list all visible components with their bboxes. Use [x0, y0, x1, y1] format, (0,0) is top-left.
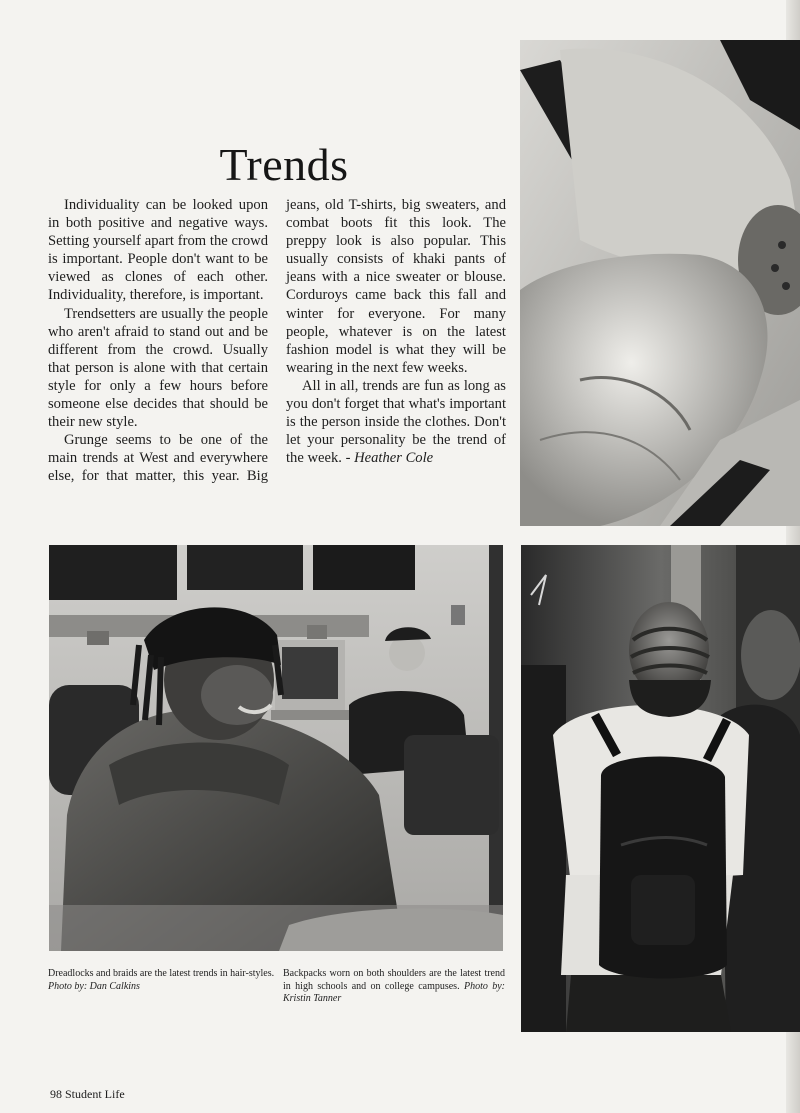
- article-body: [48, 196, 506, 526]
- boots-photo: [520, 40, 800, 526]
- article-paragraph-2: Trendsetters are usually the people who aren't afraid to stand out and be different from the crowd. Usually that person is alone with that certain style for only a few hours before someone else decides that should be their new style.: [48, 305, 268, 431]
- article-paragraph-4: [286, 377, 506, 467]
- backpack-student-photo: [521, 545, 800, 1032]
- photo-caption-dreadlocks: [48, 968, 280, 993]
- photo-credit: Photo by: Dan Calkins: [48, 980, 140, 992]
- article-paragraph-3: Grunge seems to be one of the main trends at West and everywhere else, for that matter, this year. Big jeans, old T-shirts, big sweaters, and combat boots fit this look. The preppy look is also popular. This usually consists of khaki pants of jeans with a nice sweater or blouse. Corduroys came back this fall and winter for everyone. For many people, whatever is on the latest fashion model is what they will be wearing in the next few weeks.: [48, 197, 506, 485]
- article-paragraph-4-text: All in all, trends are fun as long as you don't forget that what's important is the person inside the clothes. Don't let your personality be the trend of the week. -: [286, 377, 506, 467]
- author-byline: Heather Cole: [354, 450, 434, 467]
- page-title: Trends: [219, 139, 349, 190]
- article-paragraph-1: Individuality can be looked upon in both positive and negative ways. Setting yourself apart from the crowd is important. People don't want to be viewed as clones of each other. Individuality, therefore, is important.: [48, 197, 268, 304]
- photo-credit: Photo by: Kristin Tanner: [283, 980, 506, 1004]
- photo-caption-backpacks: [283, 968, 505, 1006]
- dreadlocks-student-photo: [49, 545, 503, 951]
- caption-text: Backpacks worn on both shoulders are the latest trend in high schools and on college campuses.: [283, 968, 505, 992]
- page-footer-folio: 98 Student Life: [50, 1087, 125, 1101]
- caption-text: Dreadlocks and braids are the latest trends in hair-styles.: [48, 968, 275, 979]
